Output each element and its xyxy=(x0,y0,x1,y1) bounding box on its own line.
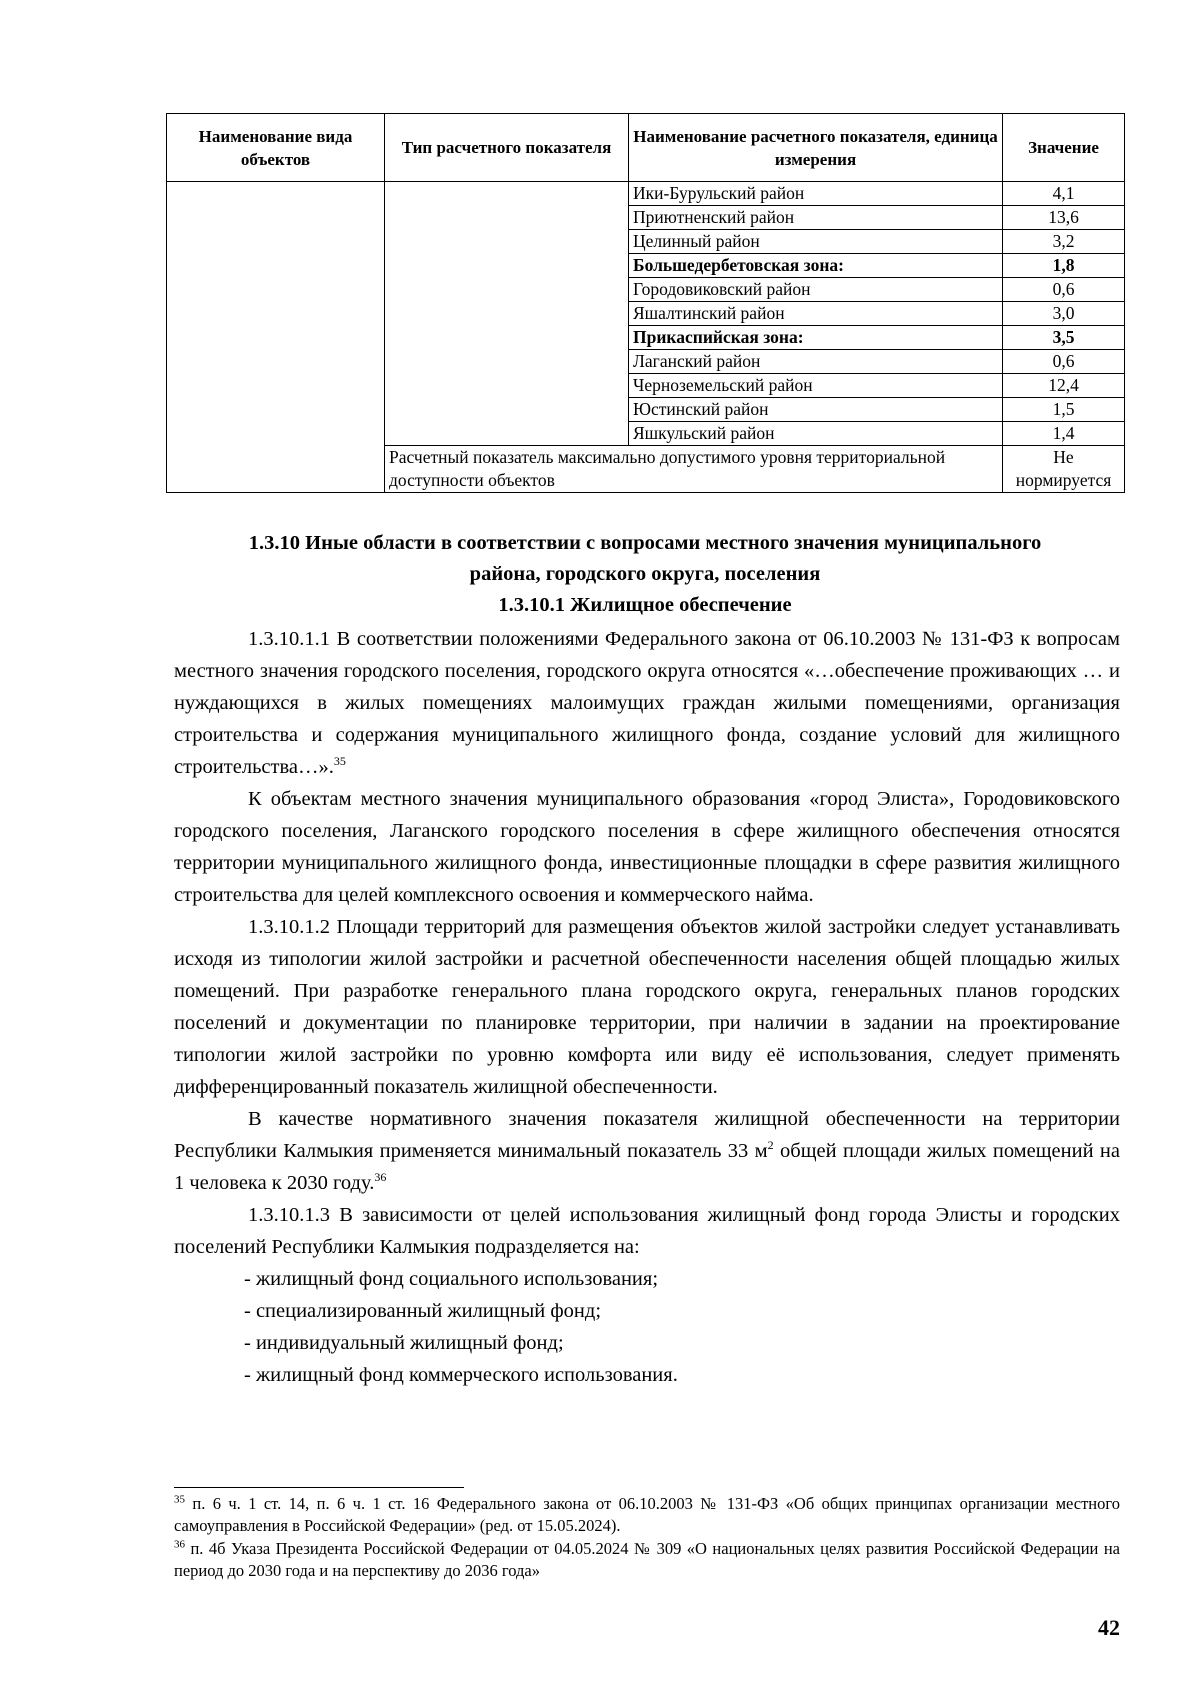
paragraph-1 xyxy=(174,623,1120,783)
accessibility-value: Не нормируется xyxy=(1003,446,1125,493)
header-value: Значение xyxy=(1003,114,1125,182)
zone-value: 3,5 xyxy=(1003,326,1125,350)
footnotes xyxy=(174,1493,1120,1583)
body-text xyxy=(174,623,1120,1391)
zone-name: Большедербетовская зона: xyxy=(629,254,1003,278)
footnote-35 xyxy=(174,1493,1120,1537)
paragraph-4 xyxy=(174,1103,1120,1199)
district-value: 0,6 xyxy=(1003,350,1125,374)
table-row xyxy=(167,182,1125,206)
norm-table xyxy=(166,113,1125,493)
district-name: Черноземельский район xyxy=(629,374,1003,398)
list-item: - специализированный жилищный фонд; xyxy=(244,1300,602,1322)
district-value: 0,6 xyxy=(1003,278,1125,302)
header-indicator-name: Наименование расчетного показателя, единица измерения xyxy=(629,114,1003,182)
object-type-cell xyxy=(167,446,385,493)
district-name: Яшкульский район xyxy=(629,422,1003,446)
footnote-separator xyxy=(174,1487,464,1488)
paragraph-5: 1.3.10.1.3 В зависимости от целей использования жилищный фонд города Элисты и городских поселений Республики Калмыкия подразделяется на: xyxy=(174,1204,1120,1258)
district-value: 12,4 xyxy=(1003,374,1125,398)
district-name: Лаганский район xyxy=(629,350,1003,374)
footnote-text: п. 6 ч. 1 ст. 14, п. 6 ч. 1 ст. 16 Федерального закона от 06.10.2003 № 131-ФЗ «Об общих принципах организации местного самоуправления в Российской Федерации» (ред. от 15.05.2024). xyxy=(174,1494,1120,1535)
footnote-36 xyxy=(174,1538,1120,1582)
district-value: 4,1 xyxy=(1003,182,1125,206)
district-name: Городовиковский район xyxy=(629,278,1003,302)
district-name: Яшалтинский район xyxy=(629,302,1003,326)
footnote-ref-36: 36 xyxy=(374,1170,387,1185)
paragraph-1-text: 1.3.10.1.1 В соответствии положениями Федерального закона от 06.10.2003 № 131-ФЗ к вопросам местного значения городского поселения, городского округа относятся «…обеспечение проживающих … и нуждающихся в жилых помещениях малоимущих граждан жилыми помещениями, организация строительства и содержания муниципального жилищного фонда, создание условий для жилищного строительства…». xyxy=(174,628,1120,778)
district-value: 3,2 xyxy=(1003,230,1125,254)
section-title xyxy=(166,528,1124,621)
district-name: Юстинский район xyxy=(629,398,1003,422)
district-name: Целинный район xyxy=(629,230,1003,254)
zone-name: Прикаспийская зона: xyxy=(629,326,1003,350)
table-footer-row xyxy=(167,446,1125,493)
district-value: 1,4 xyxy=(1003,422,1125,446)
zone-value: 1,8 xyxy=(1003,254,1125,278)
district-value: 1,5 xyxy=(1003,398,1125,422)
header-indicator-type: Тип расчетного показателя xyxy=(385,114,629,182)
list-item: - индивидуальный жилищный фонд; xyxy=(244,1332,564,1354)
footnote-text: п. 4б Указа Президента Российской Федерации от 04.05.2024 № 309 «О национальных целях развития Российской Федерации на период до 2030 года и на перспективу до 2036 года» xyxy=(174,1539,1120,1580)
paragraph-4-text-a: В качестве нормативного значения показателя жилищной обеспеченности на территории Республики Калмыкия применяется минимальный показатель 33 м xyxy=(174,1108,1120,1162)
footnote-ref-35: 35 xyxy=(333,754,346,769)
table-header-row xyxy=(167,114,1125,182)
indicator-type-cell xyxy=(385,182,629,446)
district-value: 3,0 xyxy=(1003,302,1125,326)
footnote-number: 35 xyxy=(174,1493,185,1506)
section-subtitle: 1.3.10.1 Жилищное обеспечение xyxy=(498,594,792,616)
paragraph-4-text-b: общей площади жилых помещений на 1 человека к 2030 году. xyxy=(174,1140,1120,1194)
list-item: - жилищный фонд социального использования; xyxy=(244,1268,659,1290)
footnote-number: 36 xyxy=(174,1538,185,1551)
object-type-cell xyxy=(167,182,385,446)
header-object-type: Наименование вида объектов xyxy=(167,114,385,182)
page-number: 42 xyxy=(1098,1615,1120,1640)
section-title-line1: 1.3.10 Иные области в соответствии с вопросами местного значения муниципального xyxy=(248,532,1042,554)
paragraph-3: 1.3.10.1.2 Площади территорий для размещения объектов жилой застройки следует устанавливать исходя из типологии жилой застройки и расчетной обеспеченности населения общей площадью жилых помещений. При разработке генерального плана городского округа, генеральных планов городских поселений и документации по планировке территории, при наличии в задании на проектирование типологии жилой застройки по уровню комфорта или виду её использования, следует применять дифференцированный показатель жилищной обеспеченности. xyxy=(174,916,1120,1098)
district-name: Ики-Бурульский район xyxy=(629,182,1003,206)
list-item: - жилищный фонд коммерческого использования. xyxy=(244,1364,678,1386)
accessibility-indicator: Расчетный показатель максимально допустимого уровня территориальной доступности объектов xyxy=(385,446,1003,493)
district-name: Приютненский район xyxy=(629,206,1003,230)
section-title-line2: района, городского округа, поселения xyxy=(469,563,821,585)
paragraph-2: К объектам местного значения муниципального образования «город Элиста», Городовиковского городского поселения, Лаганского городского поселения в сфере жилищного обеспечения относятся территории муниципального жилищного фонда, инвестиционные площадки в сфере развития жилищного строительства для целей комплексного освоения и коммерческого найма. xyxy=(174,788,1120,906)
superscript-2: 2 xyxy=(767,1138,774,1153)
district-value: 13,6 xyxy=(1003,206,1125,230)
